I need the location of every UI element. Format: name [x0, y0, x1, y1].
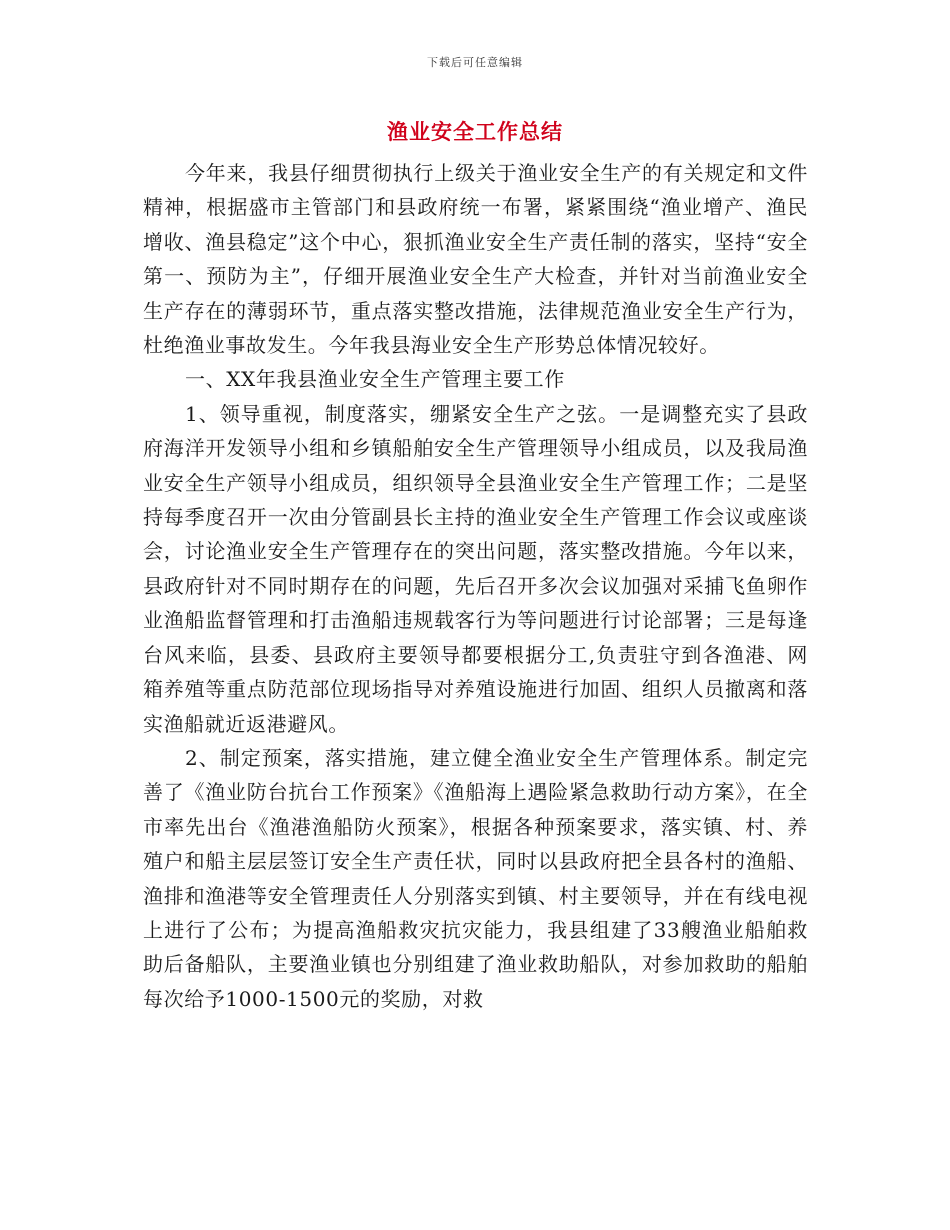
paragraph-item-2: 2、制定预案，落实措施，建立健全渔业安全生产管理体系。制定完善了《渔业防台抗台工作预案》《渔船海上遇险紧急救助行动方案》，在全市率先出台《渔港渔船防火预案》，根据各种预案要求，落实镇、村、养殖户和船主层层签订安全生产责任状，同时以县政府把全县各村的渔船、渔排和渔港等安全管理责任人分别落实到镇、村主要领导，并在有线电视上进行了公布；为提高渔船救灾抗灾能力，我县组建了33艘渔业船舶救助后备船队，主要渔业镇也分别组建了渔业救助船队，对参加救助的船舶每次给予1000-1500元的奖励，对救 [143, 745, 808, 1011]
section-heading-1: 一、XX年我县渔业安全生产管理主要工作 [185, 367, 565, 392]
paragraph-item-1: 1、领导重视，制度落实，绷紧安全生产之弦。一是调整充实了县政府海洋开发领导小组和乡镇船舶安全生产管理领导小组成员，以及我局渔业安全生产领导小组成员，组织领导全县渔业安全生产管理工作；二是坚持每季度召开一次由分管副县长主持的渔业安全生产管理工作会议或座谈会，讨论渔业安全生产管理存在的突出问题，落实整改措施。今年以来，县政府针对不同时期存在的问题，先后召开多次会议加强对采捕飞鱼卵作业渔船监督管理和打击渔船违规载客行为等问题进行讨论部署；三是每逢台风来临，县委、县政府主要领导都要根据分工,负责驻守到各渔港、网箱养殖等重点防范部位现场指导对养殖设施进行加固、组织人员撤离和落实渔船就近返港避风。 [143, 401, 808, 736]
document-title: 渔业安全工作总结 [387, 119, 563, 144]
document-body [143, 156, 808, 1016]
paragraph-intro: 今年来，我县仔细贯彻执行上级关于渔业安全生产的有关规定和文件精神，根据盛市主管部门和县政府统一布署，紧紧围绕“渔业增产、渔民增收、渔县稳定”这个中心，狠抓渔业安全生产责任制的落实，坚持“安全第一、预防为主”，仔细开展渔业安全生产大检查，并针对当前渔业安全生产存在的薄弱环节，重点落实整改措施，法律规范渔业安全生产行为，杜绝渔业事故发生。今年我县海业安全生产形势总体情况较好。 [143, 161, 808, 358]
page-header-note: 下载后可任意编辑 [427, 56, 523, 69]
